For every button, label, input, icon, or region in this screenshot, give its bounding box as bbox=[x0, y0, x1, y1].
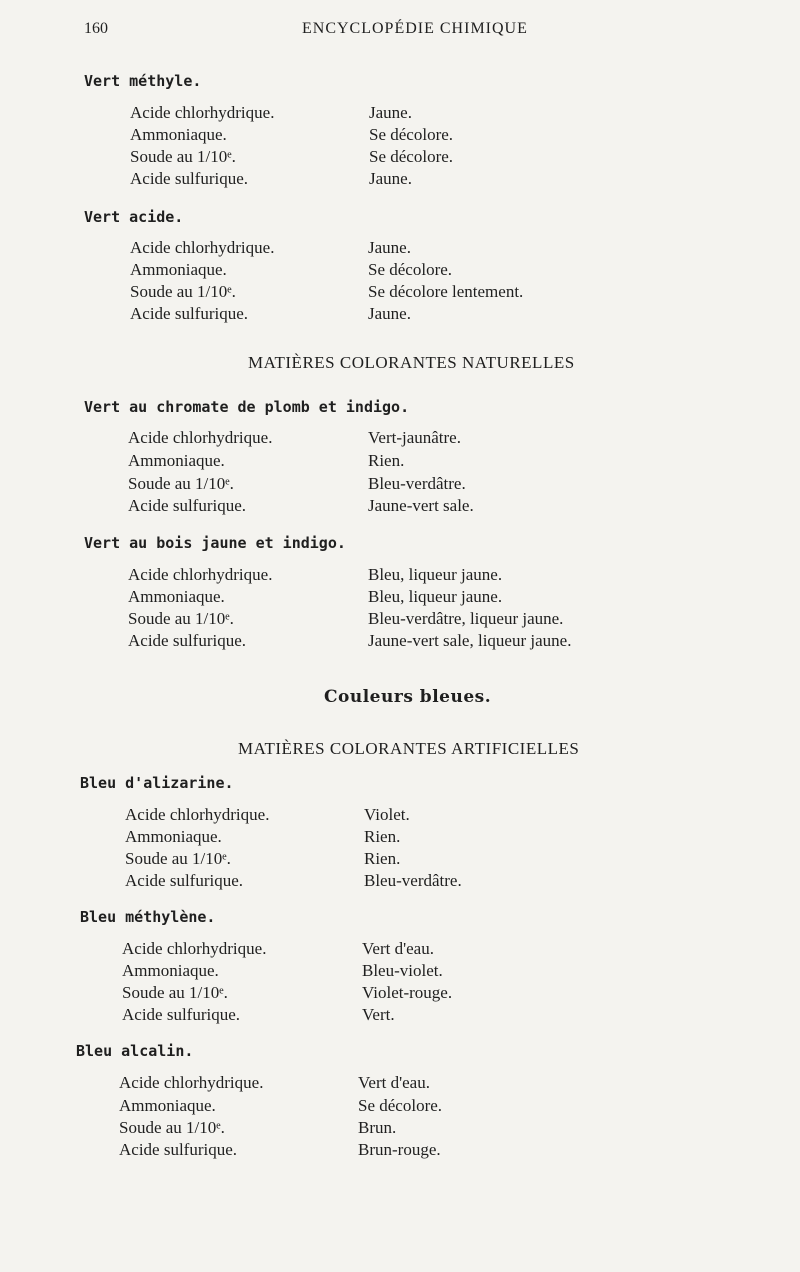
result: Vert d'eau. bbox=[358, 1073, 430, 1092]
reagent: Acide sulfurique. bbox=[130, 304, 249, 323]
reagent: Ammoniaque. bbox=[130, 125, 227, 144]
section-title: Bleu alcalin. bbox=[76, 1042, 194, 1060]
result: Jaune. bbox=[368, 304, 411, 323]
result: Bleu, liqueur jaune. bbox=[368, 565, 503, 584]
reagent: Ammoniaque. bbox=[128, 587, 225, 606]
result: Jaune. bbox=[369, 103, 412, 122]
result: Bleu-violet. bbox=[362, 961, 443, 980]
reagent: Ammoniaque. bbox=[128, 451, 225, 470]
reagent: Acide sulfurique. bbox=[128, 496, 247, 515]
result: Rien. bbox=[364, 827, 401, 846]
reagent: Acide chlorhydrique. bbox=[130, 103, 275, 122]
result: Rien. bbox=[364, 849, 401, 868]
result: Se décolore. bbox=[358, 1096, 443, 1115]
reagent: Soude au 1/10ᵉ. bbox=[128, 609, 234, 628]
result: Jaune-vert sale, liqueur jaune. bbox=[368, 631, 572, 650]
section-title: Bleu méthylène. bbox=[80, 908, 216, 926]
reagent: Acide chlorhydrique. bbox=[130, 238, 275, 257]
reagent: Acide sulfurique. bbox=[122, 1005, 241, 1024]
result: Jaune. bbox=[368, 238, 411, 257]
page-header bbox=[84, 20, 710, 44]
reagent: Soude au 1/10ᵉ. bbox=[125, 849, 231, 868]
reagent: Acide chlorhydrique. bbox=[119, 1073, 264, 1092]
reagent: Soude au 1/10ᵉ. bbox=[130, 282, 236, 301]
category-heading-artificial: MATIÈRES COLORANTES ARTIFICIELLES bbox=[238, 739, 580, 758]
result: Se décolore. bbox=[368, 260, 453, 279]
result: Violet-rouge. bbox=[362, 983, 453, 1002]
reagent: Acide sulfurique. bbox=[128, 631, 247, 650]
reagent: Acide chlorhydrique. bbox=[128, 428, 273, 447]
result: Vert d'eau. bbox=[362, 939, 434, 958]
reagent: Acide sulfurique. bbox=[119, 1140, 238, 1159]
reagent: Soude au 1/10ᵉ. bbox=[128, 474, 234, 493]
result: Jaune-vert sale. bbox=[368, 496, 474, 515]
result: Bleu, liqueur jaune. bbox=[368, 587, 503, 606]
reagent: Soude au 1/10ᵉ. bbox=[119, 1118, 225, 1137]
page-number: 160 bbox=[84, 20, 108, 37]
section-title: Bleu d'alizarine. bbox=[80, 774, 234, 792]
reagent: Acide sulfurique. bbox=[130, 169, 249, 188]
result: Rien. bbox=[368, 451, 405, 470]
result: Bleu-verdâtre. bbox=[364, 871, 462, 890]
result: Brun. bbox=[358, 1118, 397, 1137]
reagent: Acide sulfurique. bbox=[125, 871, 244, 890]
reagent: Acide chlorhydrique. bbox=[125, 805, 270, 824]
result: Jaune. bbox=[369, 169, 412, 188]
reagent: Ammoniaque. bbox=[130, 260, 227, 279]
result: Brun-rouge. bbox=[358, 1140, 441, 1159]
category-heading-natural: MATIÈRES COLORANTES NATURELLES bbox=[248, 353, 575, 372]
section-title: Vert au bois jaune et indigo. bbox=[84, 534, 346, 552]
result: Se décolore lentement. bbox=[368, 282, 524, 301]
reagent: Soude au 1/10ᵉ. bbox=[130, 147, 236, 166]
result: Violet. bbox=[364, 805, 410, 824]
running-title: ENCYCLOPÉDIE CHIMIQUE bbox=[302, 20, 528, 37]
result: Vert. bbox=[362, 1005, 395, 1024]
result: Bleu-verdâtre, liqueur jaune. bbox=[368, 609, 564, 628]
reagent: Soude au 1/10ᵉ. bbox=[122, 983, 228, 1002]
section-title: Vert au chromate de plomb et indigo. bbox=[84, 398, 410, 416]
reagent: Ammoniaque. bbox=[122, 961, 219, 980]
section-title: Vert acide. bbox=[84, 208, 184, 226]
result: Bleu-verdâtre. bbox=[368, 474, 466, 493]
reagent: Ammoniaque. bbox=[125, 827, 222, 846]
reagent: Ammoniaque. bbox=[119, 1096, 216, 1115]
result: Se décolore. bbox=[369, 147, 454, 166]
reagent: Acide chlorhydrique. bbox=[122, 939, 267, 958]
result: Vert-jaunâtre. bbox=[368, 428, 461, 447]
reagent: Acide chlorhydrique. bbox=[128, 565, 273, 584]
result: Se décolore. bbox=[369, 125, 454, 144]
section-title: Vert méthyle. bbox=[84, 72, 202, 90]
color-group-heading: Couleurs bleues. bbox=[324, 687, 492, 707]
